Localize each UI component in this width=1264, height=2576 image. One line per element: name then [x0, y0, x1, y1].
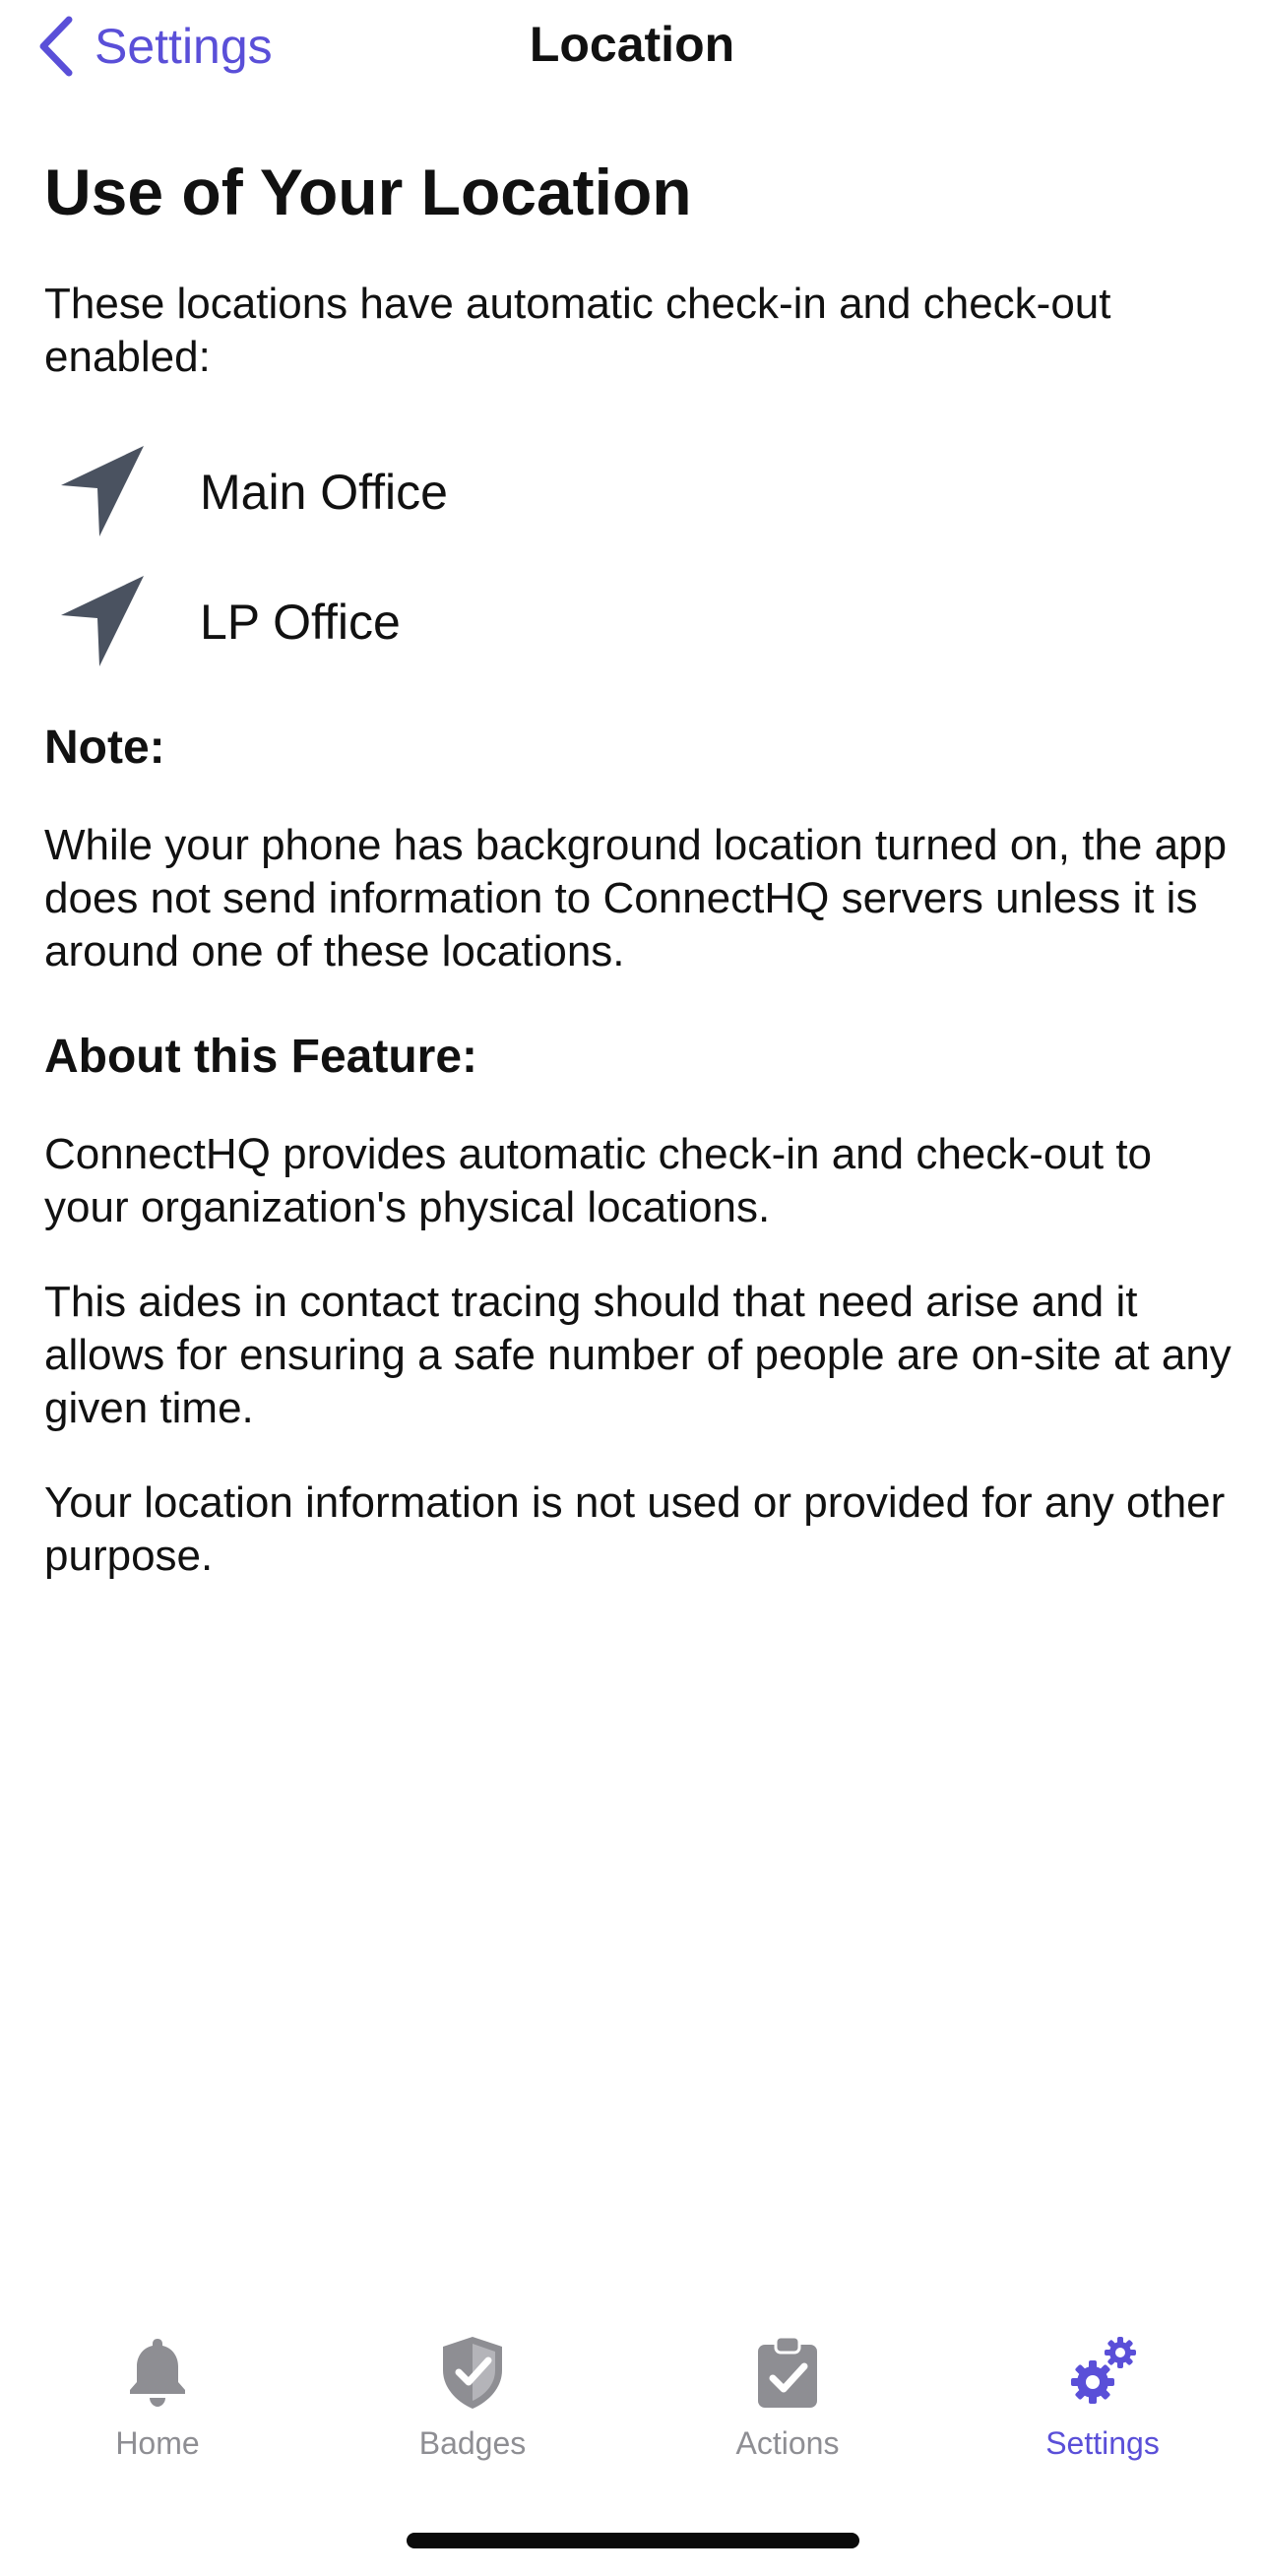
page-title: Location — [529, 17, 735, 72]
tab-bar — [0, 2333, 1264, 2481]
about-paragraph: ConnectHQ provides automatic check-in and check-out to your organization's physical locations. — [44, 1130, 1153, 1231]
about-paragraph: Your location information is not used or provided for any other purpose. — [44, 1478, 1226, 1580]
tab-label: Home — [115, 2425, 200, 2461]
tab-label: Settings — [1045, 2425, 1160, 2461]
home-indicator[interactable] — [407, 2533, 859, 2548]
main-content — [44, 148, 1232, 1583]
clipboard-check-icon — [748, 2333, 827, 2412]
bell-icon — [118, 2333, 197, 2412]
note-heading: Note: — [44, 722, 165, 774]
back-button-label: Settings — [95, 19, 273, 74]
page-heading: Use of Your Location — [44, 156, 692, 228]
tab-settings[interactable] — [984, 2333, 1221, 2481]
location-name: LP Office — [200, 595, 401, 650]
about-paragraph: This aides in contact tracing should that need arise and it allows for ensuring a safe number of people are on-site at any given time. — [44, 1278, 1232, 1432]
location-item-main-office — [44, 443, 1226, 541]
note-text: While your phone has background location turned on, the app does not send information to ConnectHQ servers unless it is around one of these locations. — [44, 821, 1228, 975]
shield-check-icon — [433, 2333, 512, 2412]
about-heading: About this Feature: — [44, 1031, 477, 1083]
tab-actions[interactable] — [669, 2333, 906, 2481]
location-name: Main Office — [200, 465, 448, 520]
tab-badges[interactable] — [354, 2333, 591, 2481]
navigation-bar — [0, 0, 1264, 94]
gears-icon — [1063, 2333, 1142, 2412]
intro-text: These locations have automatic check-in and check-out enabled: — [44, 280, 1111, 381]
location-list — [44, 443, 1226, 671]
navigation-arrow-icon — [44, 573, 153, 671]
tab-label: Actions — [735, 2425, 840, 2461]
tab-label: Badges — [418, 2425, 527, 2461]
navigation-arrow-icon — [44, 443, 153, 541]
location-item-lp-office — [44, 573, 1226, 671]
tab-home[interactable] — [39, 2333, 276, 2481]
